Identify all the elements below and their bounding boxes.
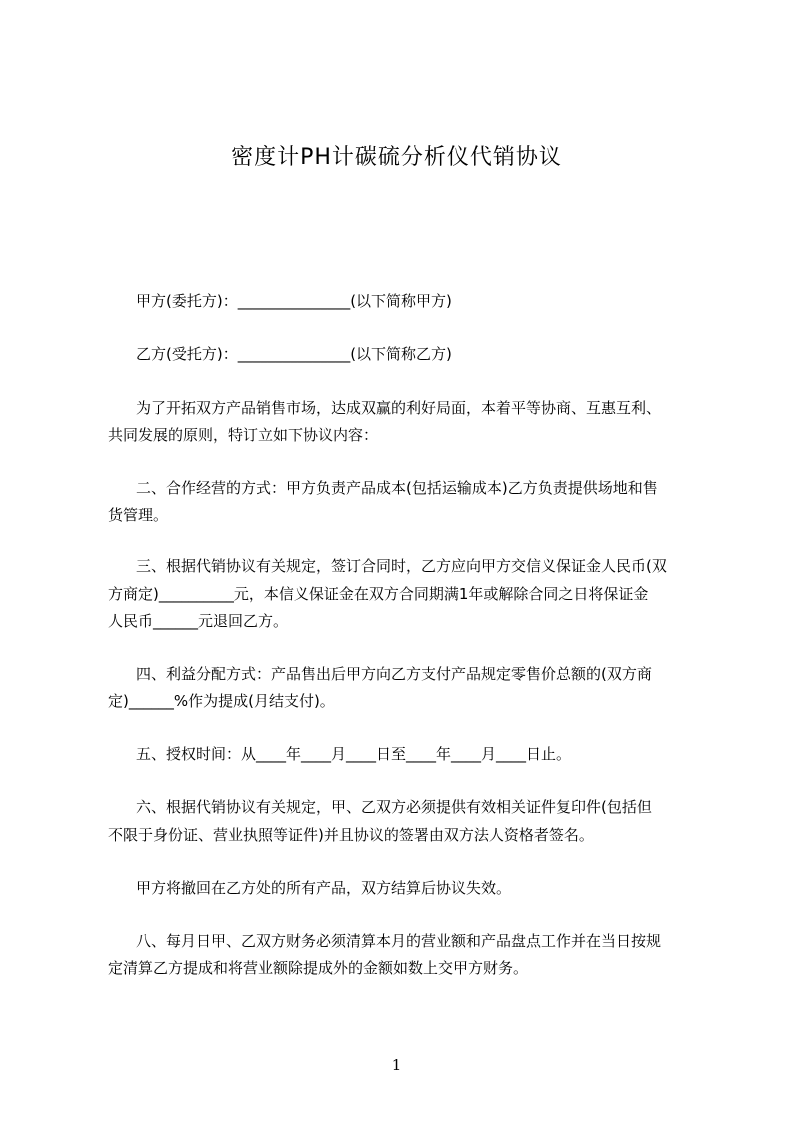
intro-line-1: 为了开拓双方产品销售市场，达成双赢的利好局面，本着平等协商、互惠互利、 (136, 399, 662, 417)
clause-2-line-1: 二、合作经营的方式：甲方负责产品成本(包括运输成本)乙方负责提供场地和售 (136, 479, 658, 497)
clause-2-line-2: 货管理。 (108, 506, 169, 524)
clause-8-line-1: 八、每月日甲、乙双方财务必须清算本月的营业额和产品盘点工作并在当日按规 (136, 932, 662, 950)
document-title: 密度计PH计碳硫分析仪代销协议 (231, 145, 562, 170)
intro-line-2: 共同发展的原则，特订立如下协议内容： (108, 426, 379, 444)
termination-line: 甲方将撤回在乙方处的所有产品，双方结算后协议失效。 (136, 879, 512, 897)
party-b-line: 乙方(受托方)：_______________(以下简称乙方) (136, 345, 452, 363)
clause-3-line-3: 人民币______元退回乙方。 (108, 612, 289, 630)
clause-3-line-2: 方商定)__________元，本信义保证金在双方合同期满1年或解除合同之日将保证金 (108, 585, 649, 603)
party-a-line: 甲方(委托方)：_______________(以下简称甲方) (136, 292, 452, 310)
clause-6-line-2: 不限于身份证、营业执照等证件)并且协议的签署由双方法人资格者签名。 (108, 826, 594, 844)
clause-3-line-1: 三、根据代销协议有关规定，签订合同时，乙方应向甲方交信义保证金人民币(双 (136, 557, 667, 575)
clause-4-line-1: 四、利益分配方式：产品售出后甲方向乙方支付产品规定零售价总额的(双方商 (136, 665, 652, 683)
clause-8-line-2: 定清算乙方提成和将营业额除提成外的金额如数上交甲方财务。 (108, 959, 529, 977)
clause-5-line: 五、授权时间：从____年____月____日至____年____月____日止。 (136, 745, 572, 763)
clause-4-line-2: 定)______%作为提成(月结支付)。 (108, 692, 335, 710)
page-number: 1 (391, 1056, 402, 1074)
clause-6-line-1: 六、根据代销协议有关规定，甲、乙双方必须提供有效相关证件复印件(包括但 (136, 798, 652, 816)
